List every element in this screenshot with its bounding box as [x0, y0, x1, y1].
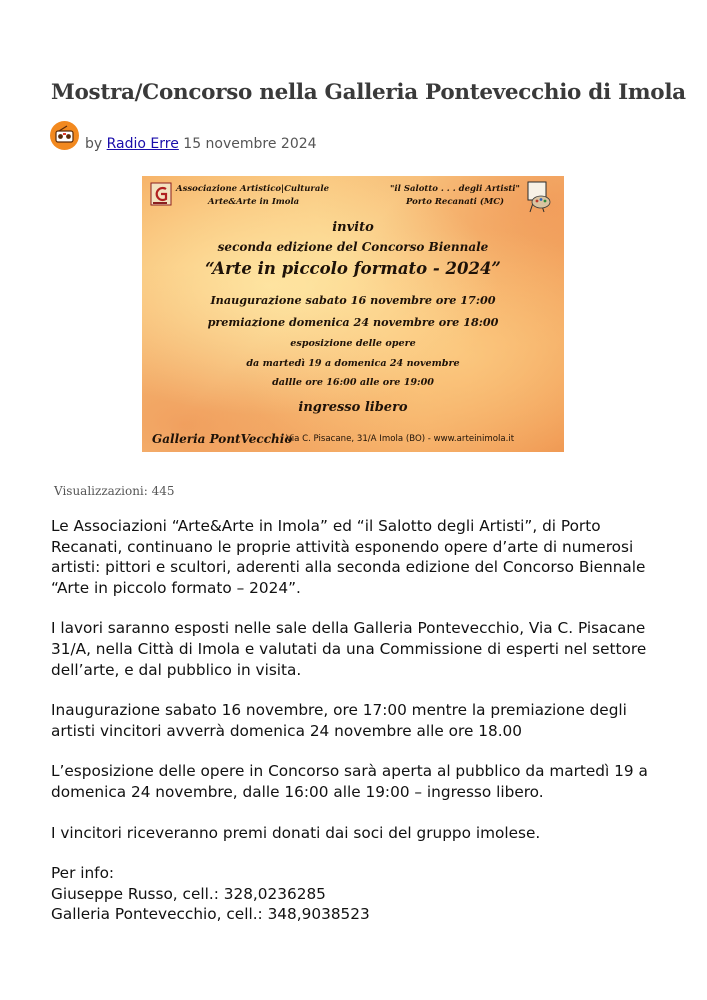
article-byline	[50, 121, 317, 155]
radio-icon	[50, 121, 79, 150]
article-paragraph: Le Associazioni “Arte&Arte in Imola” ed “il Salotto degli Artisti”, di Porto Recanati, continuano le proprie attività esponendo opere d’arte di numerosi artisti: pittori e scultori, aderenti alla seconda edizione del Concorso Biennale “Arte in piccolo formato – 2024”.	[51, 517, 646, 597]
byline-text	[85, 136, 317, 152]
event-poster	[142, 176, 564, 452]
info-heading: Per info:	[51, 864, 115, 883]
assoc-left-line1: Associazione Artistico|Culturale	[176, 184, 330, 194]
poster-entry: ingresso libero	[298, 400, 408, 415]
poster-dates: da martedì 19 a domenica 24 novembre	[246, 358, 460, 369]
author-avatar[interactable]	[50, 121, 79, 150]
poster-address: Via C. Pisacane, 31/A Imola (BO) - www.arteinimola.it	[286, 434, 515, 444]
poster-edition: seconda edizione del Concorso Biennale	[217, 240, 489, 254]
arte-logo-icon	[150, 182, 174, 208]
contact-line: Galleria Pontevecchio, cell.: 348,9038523	[51, 905, 370, 924]
assoc-right-line1: "il Salotto . . . degli Artisti"	[390, 184, 520, 194]
assoc-right-line2: Porto Recanati (MC)	[406, 197, 505, 207]
article-body	[51, 516, 671, 925]
byline-prefix: by	[85, 136, 103, 152]
view-counter: Visualizzazioni: 445	[54, 484, 175, 498]
poster-hours: dallle ore 16:00 alle ore 19:00	[272, 377, 434, 388]
contact-line: Giuseppe Russo, cell.: 328,0236285	[51, 884, 326, 903]
poster-exhibit-label: esposizione delle opere	[290, 338, 416, 349]
article-paragraph: L’esposizione delle opere in Concorso sarà aperta al pubblico da martedì 19 a domenica 24 novembre, dalle 16:00 alle 19:00 – ingresso libero.	[51, 762, 648, 801]
assoc-left-line2: Arte&Arte in Imola	[208, 197, 300, 207]
article-paragraph: I lavori saranno esposti nelle sale della Galleria Pontevecchio, Via C. Pisacane 31/A, nella Città di Imola e valutati da una Commissione di esperti nel settore dell’arte, e dal pubblico in visita.	[51, 619, 647, 679]
article-paragraph: I vincitori riceveranno premi donati dai soci del gruppo imolese.	[51, 823, 541, 842]
article-title: Mostra/Concorso nella Galleria Pontevecchio di Imola	[51, 80, 686, 105]
poster-contest-title: “Arte in piccolo formato - 2024”	[205, 259, 501, 278]
poster-award: premiazione domenica 24 novembre ore 18:00	[207, 315, 499, 329]
author-link[interactable]: Radio Erre	[106, 136, 179, 152]
poster-invite: invito	[332, 220, 374, 235]
poster-gallery-name: Galleria PontVecchio	[152, 432, 293, 446]
poster-opening: Inaugurazione sabato 16 novembre ore 17:00	[210, 293, 496, 307]
publish-date: 15 novembre 2024	[183, 136, 317, 152]
palette-icon	[524, 180, 554, 214]
article-paragraph: Inaugurazione sabato 16 novembre, ore 17:00 mentre la premiazione degli artisti vincitori avverrà domenica 24 novembre alle ore 18.00	[51, 701, 627, 740]
